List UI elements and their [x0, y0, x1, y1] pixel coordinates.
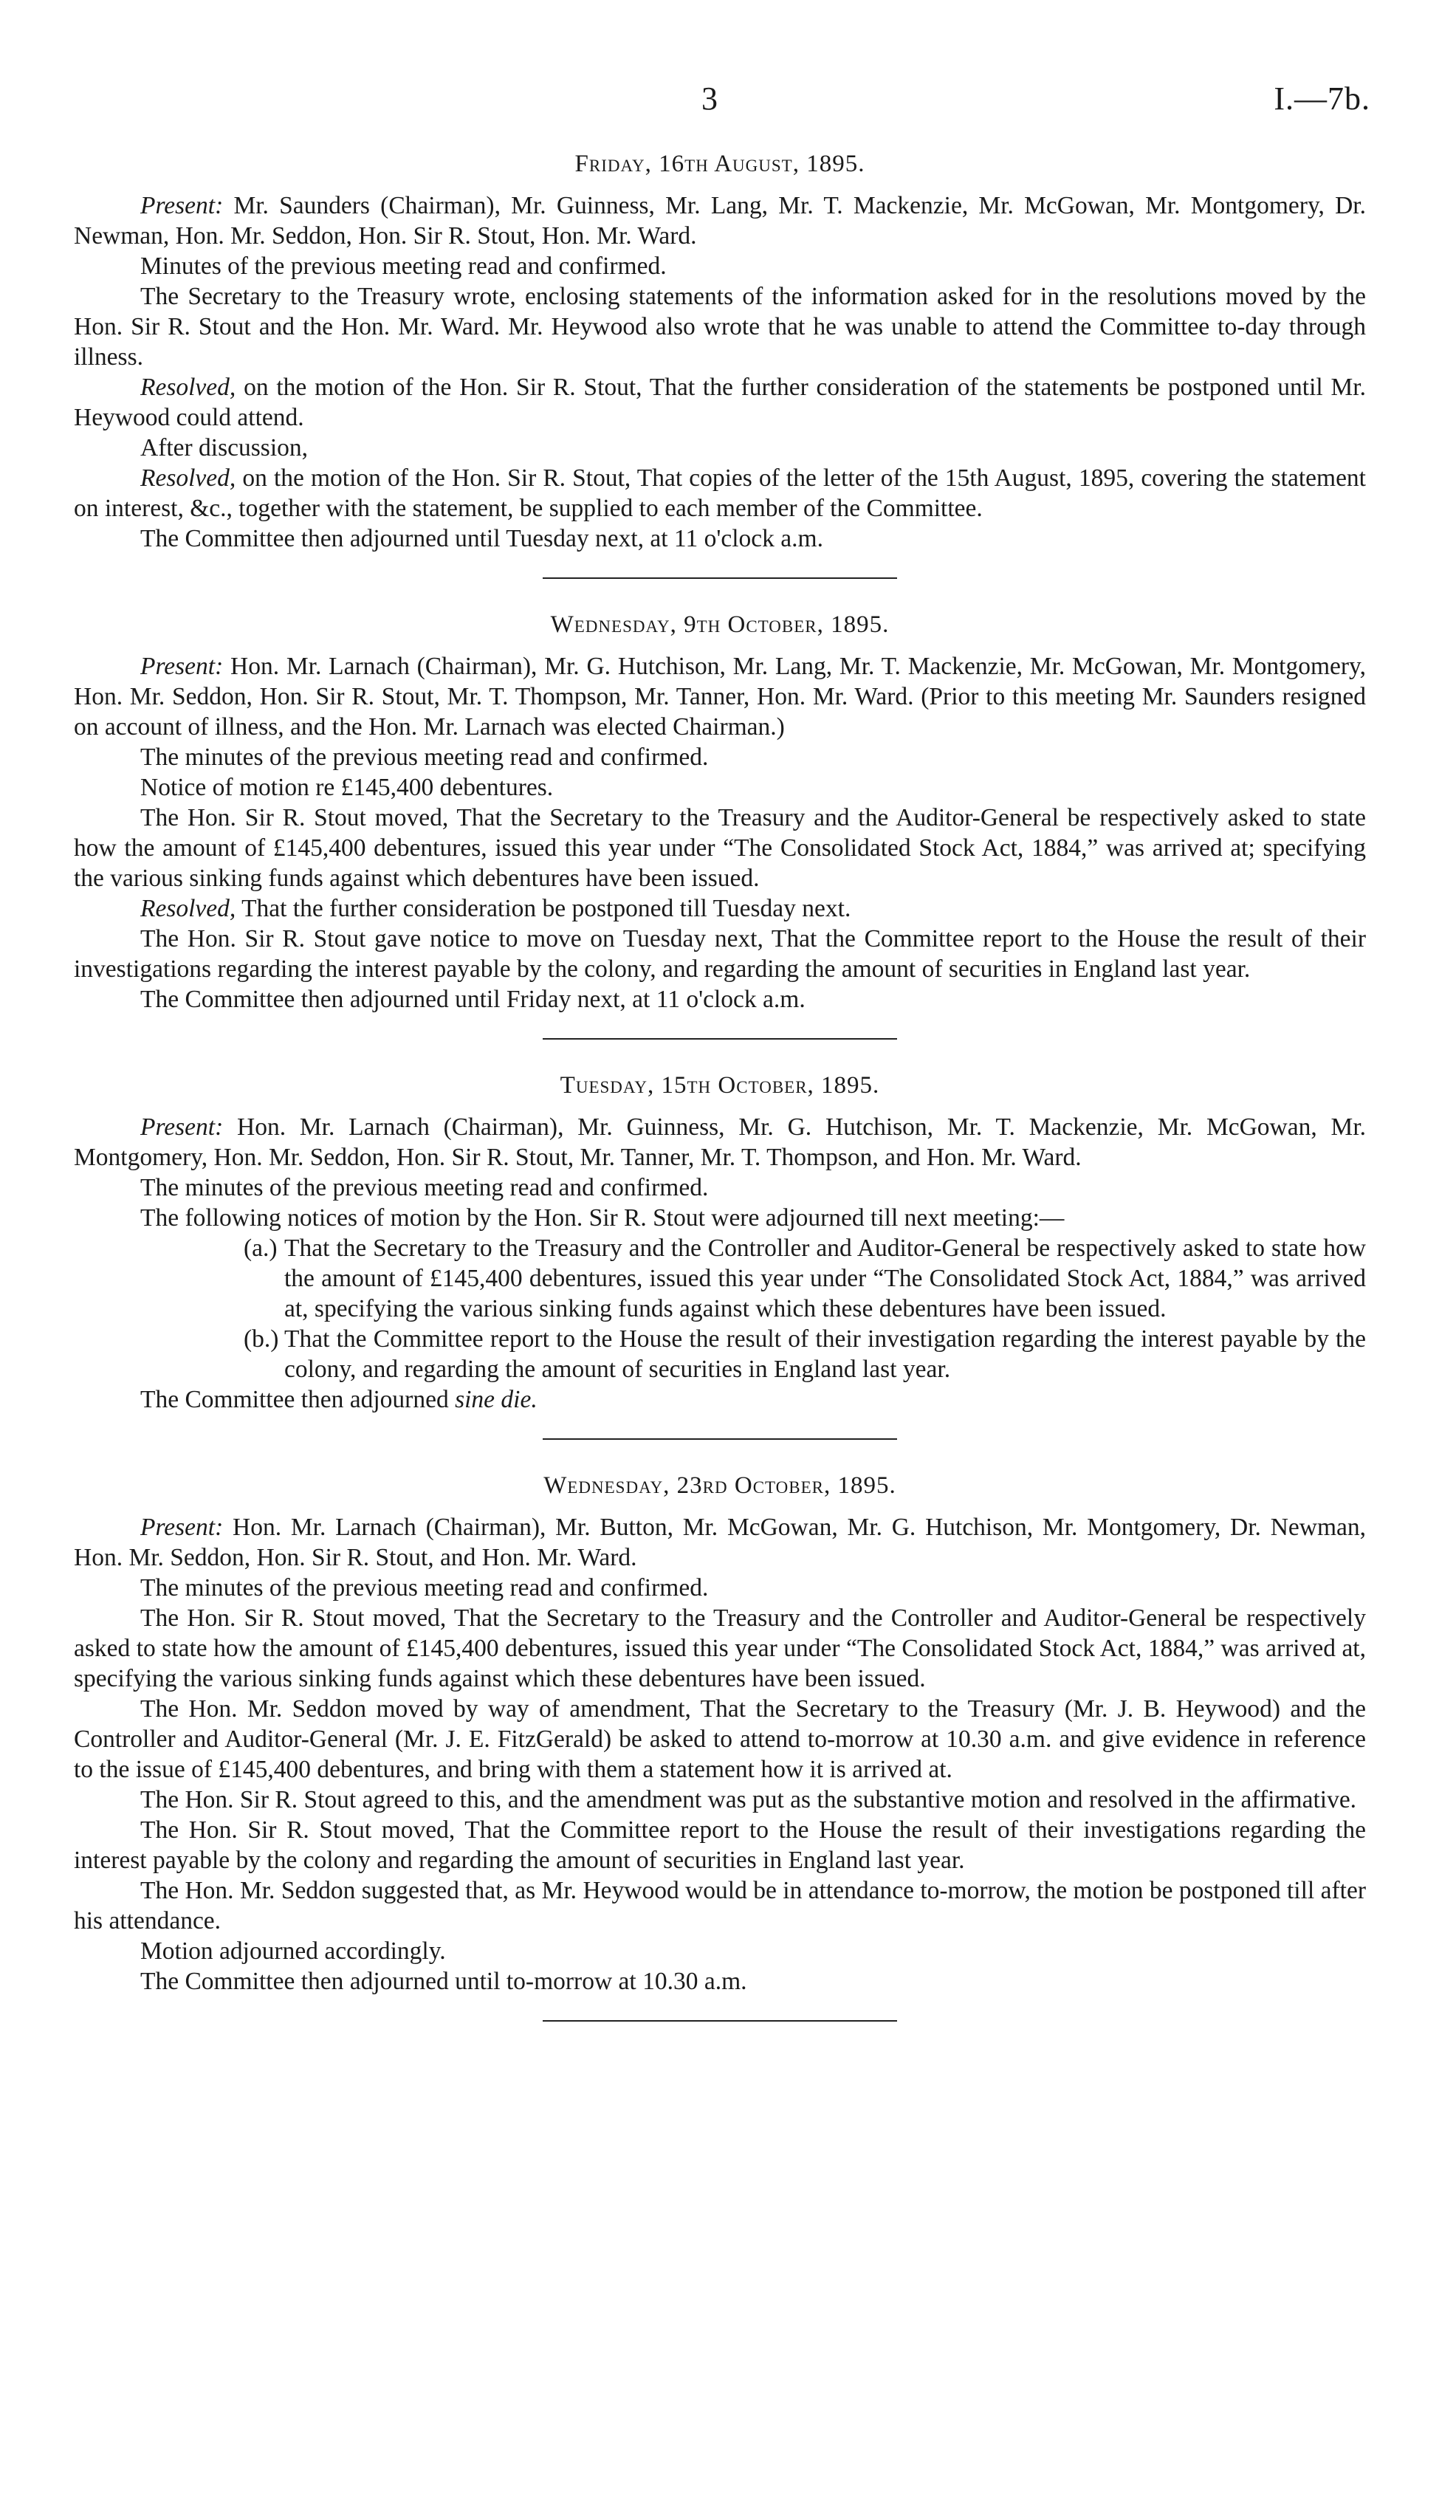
resolved-label: Resolved,: [140, 895, 236, 922]
present-members: Hon. Mr. Larnach (Chairman), Mr. Button, Mr. McGowan, Mr. G. Hutchison, Mr. Montgomery, Dr. Newman, Hon. Mr. Seddon, Hon. Sir R. Stout, and Hon. Mr. Ward.: [74, 1514, 1366, 1571]
present-paragraph: [74, 651, 1366, 742]
minutes-paragraph: The Secretary to the Treasury wrote, enclosing statements of the information asked for in the resolutions moved by the Hon. Sir R. Stout and the Hon. Mr. Ward. Mr. Heywood also wrote that he was unable to attend the Committee to-day through illness.: [74, 283, 1366, 371]
minutes-paragraph: The Hon. Sir R. Stout agreed to this, and the amendment was put as the substantive motion and resolved in the affirmative.: [140, 1786, 1357, 1813]
present-label: Present:: [140, 1113, 224, 1141]
section-divider: [543, 1038, 897, 1040]
present-label: Present:: [140, 1514, 224, 1541]
meeting-tuesday-15-october: [74, 1069, 1366, 1415]
minutes-paragraph: The minutes of the previous meeting read and confirmed.: [140, 1174, 709, 1201]
resolved-label: Resolved,: [140, 374, 236, 401]
meeting-wednesday-9-october: [74, 608, 1366, 1014]
resolved-label: Resolved,: [140, 464, 236, 492]
page-reference: I.—7b.: [1274, 80, 1370, 117]
present-paragraph: [74, 1512, 1366, 1573]
motion-item-label: (a.): [244, 1235, 278, 1262]
minutes-paragraph: The minutes of the previous meeting read and confirmed.: [140, 1574, 709, 1601]
meeting-heading: Tuesday, 15th October, 1895.: [560, 1072, 880, 1099]
motion-paragraph: The Hon. Sir R. Stout moved, That the Committee report to the House the result of their investigations regarding the interest payable by the colony and regarding the amount of securities in England last year.: [74, 1816, 1366, 1874]
meeting-friday-16-august: [74, 148, 1366, 554]
meeting-wednesday-23-october: [74, 1469, 1366, 1997]
page-header: [0, 80, 1456, 124]
adjournment-paragraph: The Committee then adjourned until Tuesday next, at 11 o'clock a.m.: [140, 525, 823, 552]
minutes-paragraph: The Hon. Mr. Seddon suggested that, as Mr. Heywood would be in attendance to-morrow, the motion be postponed till after his attendance.: [74, 1877, 1366, 1934]
motion-item: [74, 1324, 1366, 1384]
motion-paragraph: The Hon. Sir R. Stout moved, That the Secretary to the Treasury and the Controller and Auditor-General be respectively asked to state how the amount of £145,400 debentures, issued this year under “The Consolidated Stock Act, 1884,” was arrived at, specifying the various sinking funds against which these debentures have been issued.: [74, 1604, 1366, 1692]
motion-item-label: (b.): [244, 1325, 279, 1353]
meeting-heading: Wednesday, 9th October, 1895.: [550, 611, 890, 638]
resolution-paragraph: [74, 893, 1366, 924]
resolution-text: on the motion of the Hon. Sir R. Stout, That copies of the letter of the 15th August, 1895, covering the statement on interest, &c., together with the statement, be supplied to each member of the Committee.: [74, 464, 1366, 522]
resolution-paragraph: [74, 463, 1366, 523]
motion-item-text: That the Committee report to the House the result of their investigation regarding the interest payable by the colony, and regarding the amount of securities in England last year.: [284, 1325, 1366, 1383]
section-divider: [543, 1438, 897, 1440]
meeting-heading: Friday, 16th August, 1895.: [574, 151, 865, 177]
present-label: Present:: [140, 192, 224, 219]
adjournment-paragraph: The Committee then adjourned until to-morrow at 10.30 a.m.: [140, 1968, 747, 1995]
minutes-paragraph: The minutes of the previous meeting read and confirmed.: [140, 744, 709, 771]
notice-paragraph: The Hon. Sir R. Stout gave notice to move on Tuesday next, That the Committee report to the House the result of their investigations regarding the interest payable by the colony, and regarding the amount of securities in England last year.: [74, 925, 1366, 983]
present-paragraph: [74, 1112, 1366, 1173]
minutes-content: [74, 148, 1366, 2051]
adjournment-text: The Committee then adjourned: [140, 1386, 456, 1413]
present-label: Present:: [140, 653, 224, 680]
present-paragraph: [74, 190, 1366, 251]
section-divider: [543, 2020, 897, 2022]
adjournment-paragraph: [74, 1384, 1366, 1415]
page-number: 3: [701, 80, 718, 117]
minutes-paragraph: The following notices of motion by the Hon. Sir R. Stout were adjourned till next meeting:—: [140, 1204, 1065, 1232]
section-divider: [543, 577, 897, 579]
motion-paragraph: The Hon. Sir R. Stout moved, That the Secretary to the Treasury and the Auditor-General be respectively asked to state how the amount of £145,400 debentures, issued this year under “The Consolidated Stock Act, 1884,” was arrived at; specifying the various sinking funds against which debentures have been issued.: [74, 804, 1366, 892]
present-members: Mr. Saunders (Chairman), Mr. Guinness, Mr. Lang, Mr. T. Mackenzie, Mr. McGowan, Mr. Montgomery, Dr. Newman, Hon. Mr. Seddon, Hon. Sir R. Stout, Hon. Mr. Ward.: [74, 192, 1366, 250]
adjournment-paragraph: The Committee then adjourned until Friday next, at 11 o'clock a.m.: [140, 986, 806, 1013]
resolution-text: on the motion of the Hon. Sir R. Stout, That the further consideration of the statements be postponed until Mr. Heywood could attend.: [74, 374, 1366, 431]
resolution-paragraph: [74, 372, 1366, 433]
present-members: Hon. Mr. Larnach (Chairman), Mr. G. Hutchison, Mr. Lang, Mr. T. Mackenzie, Mr. McGowan, Mr. Montgomery, Hon. Mr. Seddon, Hon. Sir R. Stout, Mr. T. Thompson, Mr. Tanner, Hon. Mr. Ward. (Prior to this meeting Mr. Saunders resigned on account of illness, and the Hon. Mr. Larnach was elected Chairman.): [74, 653, 1366, 741]
meeting-heading: Wednesday, 23rd October, 1895.: [543, 1472, 896, 1499]
adjournment-italic: sine die.: [455, 1386, 538, 1413]
amendment-paragraph: The Hon. Mr. Seddon moved by way of amendment, That the Secretary to the Treasury (Mr. J. B. Heywood) and the Controller and Auditor-General (Mr. J. E. FitzGerald) be asked to attend to-morrow at 10.30 a.m. and give evidence in reference to the issue of £145,400 debentures, and bring with them a statement how it is arrived at.: [74, 1695, 1366, 1783]
minutes-paragraph: Minutes of the previous meeting read and confirmed.: [140, 253, 667, 280]
present-members: Hon. Mr. Larnach (Chairman), Mr. Guinness, Mr. G. Hutchison, Mr. T. Mackenzie, Mr. McGowan, Mr. Montgomery, Hon. Mr. Seddon, Hon. Sir R. Stout, Mr. Tanner, Mr. T. Thompson, and Hon. Mr. Ward.: [74, 1113, 1366, 1171]
minutes-paragraph: Notice of motion re £145,400 debentures.: [140, 774, 554, 801]
motion-item-text: That the Secretary to the Treasury and the Controller and Auditor-General be respectively asked to state how the amount of £145,400 debentures, issued this year under “The Consolidated Stock Act, 1884,” was arrived at, specifying the various sinking funds against which these debentures have been issued.: [284, 1235, 1366, 1322]
motion-item: [74, 1233, 1366, 1324]
resolution-text: That the further consideration be postponed till Tuesday next.: [236, 895, 851, 922]
minutes-paragraph: Motion adjourned accordingly.: [140, 1937, 446, 1965]
minutes-paragraph: After discussion,: [140, 434, 309, 461]
